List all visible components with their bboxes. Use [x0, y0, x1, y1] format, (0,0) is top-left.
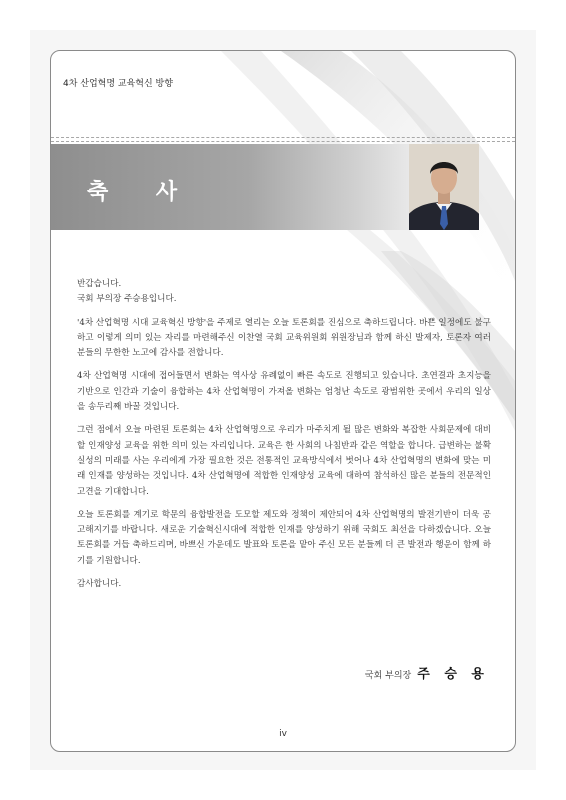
portrait-photo — [409, 144, 479, 230]
body-paragraph: '4차 산업혁명 시대 교육혁신 방향'을 주제로 열리는 오늘 토론회를 진심으로 축하드립니다. 바쁜 일정에도 불구하고 이렇게 의미 있는 자리를 마련해주신 이찬열 국회 교육위원회 위원장님과 함께 하신 발제자, 토론자 여러분들의 무한한 노고에 감사를 전합니다. — [77, 317, 491, 359]
signature-name: 주 승 용 — [417, 667, 489, 682]
body-paragraph: 오늘 토론회를 계기로 학문의 융합발전을 도모할 제도와 정책이 제안되어 4차 산업혁명의 발전기반이 더욱 공고해지기를 바랍니다. 새로운 기술혁신시대에 적합한 인재를 양성하기 위해 국회도 최선을 다하겠습니다. 오늘 토론회를 거듭 축하드리며, 바쁘신 가운데도 발표와 토론을 맡아 주신 모든 분들께 더 큰 발전과 행운이 함께 하기를 기원합니다. — [77, 509, 491, 566]
body-paragraph: 4차 산업혁명 시대에 접어들면서 변화는 역사상 유례없이 빠른 속도로 진행되고 있습니다. 초연결과 초지능을 기반으로 인간과 기술이 융합하는 4차 산업혁명이 가져올 변화는 엄청난 속도로 광범위한 곳에서 우리의 일상을 송두리째 바꿀 것입니다. — [77, 371, 491, 413]
header-divider-top — [51, 137, 515, 138]
closing-line: 감사합니다. — [77, 579, 122, 590]
greeting-line: 국회 부의장 주승용입니다. — [77, 294, 177, 305]
running-header: 4차 산업혁명 교육혁신 방향 — [63, 79, 173, 89]
signature — [365, 663, 489, 682]
document-page — [50, 50, 516, 752]
header-divider-bottom — [51, 141, 515, 142]
page-number: iv — [279, 729, 287, 739]
page-title: 축 사 — [87, 180, 198, 205]
signature-position: 국회 부의장 — [364, 671, 412, 681]
greeting-line: 반갑습니다. — [77, 279, 122, 289]
document-body — [77, 277, 491, 600]
body-paragraph: 그런 점에서 오늘 마련된 토론회는 4차 산업혁명으로 우리가 마주치게 될 많은 변화와 복잡한 사회문제에 대비할 인재양성 교육을 위한 의미 있는 자리입니다. 교육은 한 사회의 나침반과 같은 역할을 합니다. 급변하는 불확실성의 미래를 사는 우리에게 가장 필요한 것은 전통적인 교육방식에서 벗어나 4차 산업혁명의 변화에 맞는 미래 인재를 양성하는 것입니다. 4차 산업혁명에 적합한 인재양성 교육에 대하여 참석하신 많은 분들의 전문적인 고견을 기대합니다. — [77, 425, 491, 497]
